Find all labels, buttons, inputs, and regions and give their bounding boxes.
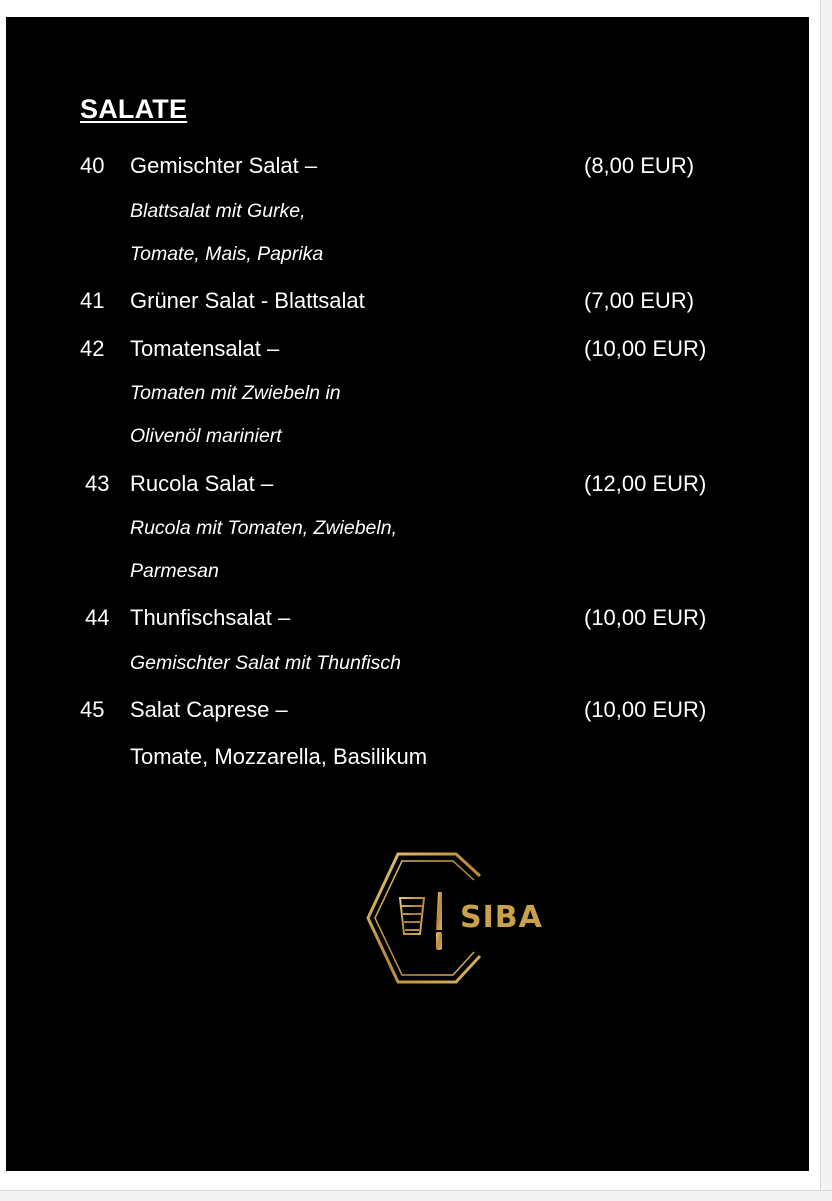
logo-text: SIBA bbox=[460, 900, 543, 935]
item-price: (10,00 EUR) bbox=[584, 697, 707, 722]
item-number: 45 bbox=[80, 697, 105, 722]
item-description-line: Olivenöl mariniert bbox=[130, 425, 282, 447]
item-number: 41 bbox=[80, 288, 105, 313]
item-number: 42 bbox=[80, 336, 105, 361]
item-name: Thunfischsalat – bbox=[130, 605, 291, 630]
siba-logo bbox=[362, 848, 548, 988]
item-description-line: Parmesan bbox=[130, 560, 219, 582]
menu-page bbox=[6, 17, 809, 1171]
item-number: 43 bbox=[85, 471, 110, 496]
item-description-line: Tomaten mit Zwiebeln in bbox=[130, 382, 341, 404]
section-title: SALATE bbox=[80, 94, 188, 124]
item-description-line: Tomate, Mais, Paprika bbox=[130, 243, 324, 265]
item-price: (12,00 EUR) bbox=[584, 471, 707, 496]
item-price: (10,00 EUR) bbox=[584, 605, 707, 630]
item-name: Tomatensalat – bbox=[130, 336, 280, 361]
item-number: 44 bbox=[85, 605, 110, 630]
item-price: (10,00 EUR) bbox=[584, 336, 707, 361]
page-edge-bottom bbox=[0, 1190, 832, 1201]
page-edge-right bbox=[820, 0, 832, 1200]
item-name: Grüner Salat - Blattsalat bbox=[130, 288, 365, 313]
item-description-line: Gemischter Salat mit Thunfisch bbox=[130, 652, 401, 674]
item-name: Gemischter Salat – bbox=[130, 153, 318, 178]
item-name: Rucola Salat – bbox=[130, 471, 274, 496]
item-description-line: Tomate, Mozzarella, Basilikum bbox=[130, 744, 428, 769]
item-number: 40 bbox=[80, 153, 105, 178]
item-description-line: Rucola mit Tomaten, Zwiebeln, bbox=[130, 517, 397, 539]
item-name: Salat Caprese – bbox=[130, 697, 288, 722]
item-description-line: Blattsalat mit Gurke, bbox=[130, 200, 306, 222]
item-price: (8,00 EUR) bbox=[584, 153, 695, 178]
item-price: (7,00 EUR) bbox=[584, 288, 695, 313]
